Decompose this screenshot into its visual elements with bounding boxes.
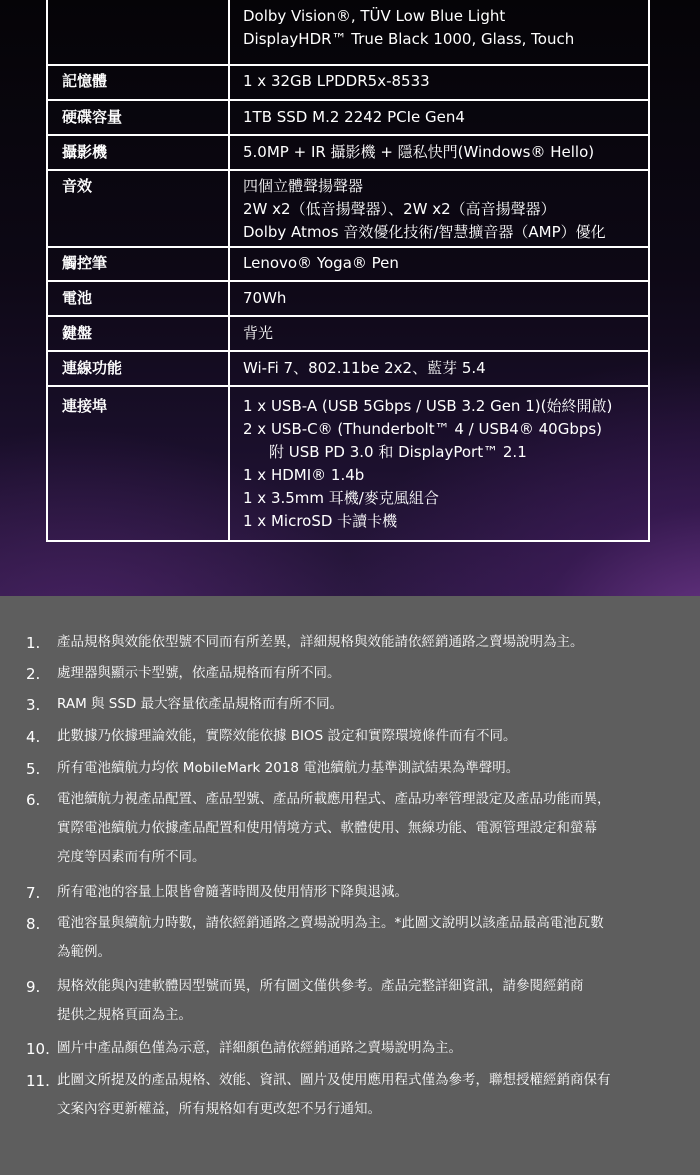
footnote-line: 產品規格與效能依型號不同而有所差異，詳細規格與效能請依經銷通路之賣場說明為主。 [57, 634, 584, 650]
footnote-number: 8. [26, 915, 41, 933]
spec-value-line: 1 x USB-A (USB 5Gbps / USB 3.2 Gen 1)(始終開啟) [243, 397, 613, 415]
footnote-line: 電池容量與續航力時數，請依經銷通路之賣場說明為主。*此圖文說明以該產品最高電池瓦數 [57, 915, 604, 931]
footnote-line: 電池續航力視產品配置、產品型號、產品所載應用程式、產品功率管理設定及產品功能而異， [57, 791, 611, 807]
footnote-number: 9. [26, 978, 41, 996]
spec-value-line: 1TB SSD M.2 2242 PCIe Gen4 [243, 108, 465, 126]
spec-value-line: 1 x 32GB LPDDR5x-8533 [243, 72, 430, 90]
spec-value-camera [243, 141, 594, 164]
footnote-line: 此數據乃依據理論效能，實際效能依據 BIOS 設定和實際環境條件而有不同。 [57, 728, 517, 744]
footnote-line: RAM 與 SSD 最大容量依產品規格而有所不同。 [57, 696, 344, 712]
spec-value-ports [243, 395, 612, 533]
spec-value-line: 附 USB PD 3.0 和 DisplayPort™ 2.1 [269, 443, 527, 461]
row-separator [46, 99, 650, 101]
spec-value-audio [243, 175, 606, 244]
footnote-text [57, 1034, 677, 1063]
spec-value-line: 1 x HDMI® 1.4b [243, 466, 365, 484]
footnote-line: 實際電池續航力依據產品配置和使用情境方式、軟體使用、無線功能、電源管理設定和螢幕 [57, 820, 597, 836]
spec-value-battery [243, 287, 286, 310]
footnote-line: 為範例。 [57, 944, 111, 960]
footnote-number: 1. [26, 634, 41, 652]
footnote-line: 文案內容更新權益，所有規格如有更改恕不另行通知。 [57, 1101, 381, 1117]
footnote-line: 圖片中產品顏色僅為示意，詳細顏色請依經銷通路之賣場說明為主。 [57, 1040, 462, 1056]
footnote-text [57, 785, 677, 872]
spec-label-battery: 電池 [62, 289, 93, 307]
spec-label-pen: 觸控筆 [62, 254, 108, 272]
footnote-line: 處理器與顯示卡型號，依產品規格而有所不同。 [57, 665, 341, 681]
spec-label-camera: 攝影機 [62, 143, 108, 161]
row-separator [46, 280, 650, 282]
footnote-line: 規格效能與內建軟體因型號而異，所有圖文僅供參考。產品完整詳細資訊，請參閱經銷商 [57, 978, 584, 994]
footnote-text [57, 690, 677, 719]
footnote-number: 6. [26, 791, 41, 809]
footnote-number: 11. [26, 1072, 50, 1090]
spec-value-connectivity [243, 357, 486, 380]
spec-label-keyboard: 鍵盤 [62, 324, 93, 342]
footnote-text [57, 1066, 677, 1124]
footnote-number: 3. [26, 696, 41, 714]
spec-table-column-divider [228, 0, 230, 542]
row-separator [46, 134, 650, 136]
spec-value-line: Lenovo® Yoga® Pen [243, 254, 399, 272]
spec-value-pen [243, 252, 399, 275]
footnote-text [57, 659, 677, 688]
spec-value-memory [243, 70, 430, 93]
footnote-text [57, 754, 677, 783]
footnote-line: 所有電池的容量上限皆會隨著時間及使用情形下降與退減。 [57, 884, 408, 900]
footnote-text [57, 878, 677, 907]
footnote-number: 5. [26, 760, 41, 778]
row-separator [46, 315, 650, 317]
footnote-number: 7. [26, 884, 41, 902]
footnote-line: 所有電池續航力均依 MobileMark 2018 電池續航力基準測試結果為準聲明。 [57, 760, 520, 776]
spec-label-ports: 連接埠 [62, 397, 108, 415]
spec-label-audio: 音效 [62, 177, 93, 195]
spec-value-line: 2W x2（低音揚聲器）、2W x2（高音揚聲器） [243, 200, 556, 218]
row-separator [46, 385, 650, 387]
spec-value-line: 2 x USB-C® (Thunderbolt™ 4 / USB4® 40Gbps) [243, 420, 603, 438]
footnote-text [57, 972, 677, 1030]
row-separator [46, 246, 650, 248]
spec-value-line: 1 x MicroSD 卡讀卡機 [243, 512, 398, 530]
footnote-text [57, 722, 677, 751]
row-separator [46, 169, 650, 171]
spec-value-line: 四個立體聲揚聲器 [243, 177, 364, 195]
spec-label-storage: 硬碟容量 [62, 108, 123, 126]
spec-label-connectivity: 連線功能 [62, 359, 123, 377]
footnote-line: 此圖文所提及的產品規格、效能、資訊、圖片及使用應用程式僅為參考，聯想授權經銷商保有 [57, 1072, 611, 1088]
footnote-number: 10. [26, 1040, 50, 1058]
spec-value-storage [243, 106, 465, 129]
footnote-text [57, 909, 677, 967]
spec-value-keyboard [243, 322, 273, 345]
spec-value-line: DisplayHDR™ True Black 1000, Glass, Touch [243, 30, 575, 48]
footnote-number: 4. [26, 728, 41, 746]
row-separator [46, 64, 650, 66]
footnote-text [57, 628, 677, 657]
spec-value-line: Dolby Vision®, TÜV Low Blue Light [243, 7, 506, 25]
spec-value-display [243, 5, 574, 51]
spec-value-line: 5.0MP + IR 攝影機 + 隱私快門(Windows® Hello) [243, 143, 595, 161]
spec-value-line: 70Wh [243, 289, 287, 307]
footnote-line: 亮度等因素而有所不同。 [57, 849, 206, 865]
spec-label-memory: 記憶體 [62, 72, 108, 90]
spec-value-line: 背光 [243, 324, 274, 342]
spec-value-line: 1 x 3.5mm 耳機/麥克風組合 [243, 489, 439, 507]
footnote-number: 2. [26, 665, 41, 683]
row-separator [46, 350, 650, 352]
spec-value-line: Dolby Atmos 音效優化技術/智慧擴音器（AMP）優化 [243, 223, 606, 241]
spec-value-line: Wi-Fi 7、802.11be 2x2、藍芽 5.4 [243, 359, 486, 377]
footnote-line: 提供之規格頁面為主。 [57, 1007, 192, 1023]
